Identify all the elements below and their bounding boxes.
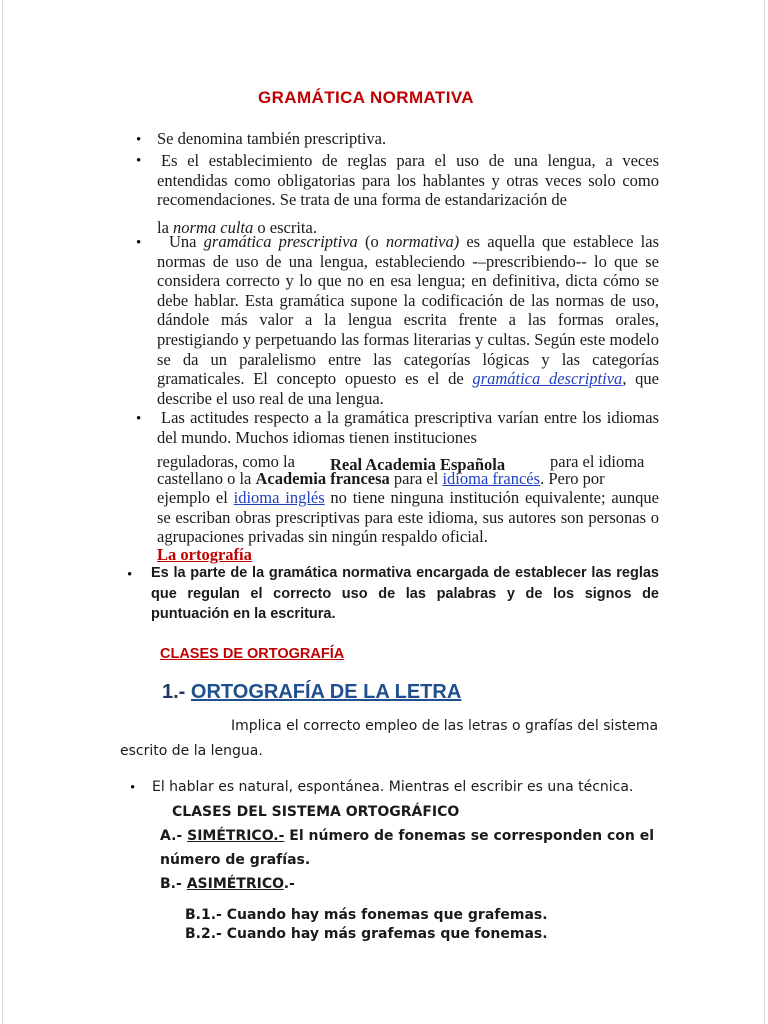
gramatica-descriptiva-link[interactable]: gramática descriptiva (472, 369, 623, 389)
list-item: Las actitudes respecto a la gramática prescriptiva varían entre los idiomas del mundo. Muchos idiomas tienen instituciones (157, 408, 659, 447)
bullet-dot: • (136, 153, 142, 169)
list-item-line: ejemplo el idioma inglés no tiene ninguna institución equivalente; aunque se escriban obras prescriptivas para este idioma, sus autores son personas o agrupaciones privadas sin ningún respaldo oficial. (157, 488, 660, 547)
page-left-edge (2, 0, 3, 1024)
asimetrico-subitem: B.2.- Cuando hay más grafemas que fonemas. (185, 926, 548, 942)
sistema-heading: CLASES DEL SISTEMA ORTOGRÁFICO (172, 804, 460, 820)
clases-heading: CLASES DE ORTOGRAFÍA (160, 646, 345, 662)
list-item-line: para el idioma (550, 452, 645, 471)
section-heading: 1.- ORTOGRAFÍA DE LA LETRA (162, 681, 462, 703)
list-item: Es el establecimiento de reglas para el uso de una lengua, a veces entendidas como obligatorias para los hablantes y otras veces solo como recomendaciones. Se trata de una forma de estandarización de (157, 151, 659, 210)
list-item-tail: la norma culta o escrita. (157, 218, 317, 237)
list-item: Es la parte de la gramática normativa encargada de establecer las reglas que regulan el correcto uso de las palabras y de los signos de puntuación en la escritura. (151, 565, 659, 622)
page-right-edge (764, 0, 765, 1024)
simetrico-line: número de grafías. (160, 852, 311, 868)
list-item-line: reguladoras, como la (157, 452, 295, 471)
simetrico-line: A.- SIMÉTRICO.- El número de fonemas se corresponden con el (160, 828, 655, 844)
rae-label: Real Academia Española (330, 455, 506, 474)
asimetrico-subitem: B.1.- Cuando hay más fonemas que grafemas. (185, 907, 548, 923)
list-item: El hablar es natural, espontánea. Mientras el escribir es una técnica. (152, 779, 634, 795)
list-item: Se denomina también prescriptiva. (157, 129, 387, 148)
bullet-dot: • (136, 235, 142, 251)
idioma-ingles-link[interactable]: idioma inglés (233, 488, 325, 507)
bullet-dot: • (136, 411, 142, 427)
ortografia-heading: La ortografía (157, 545, 252, 564)
asimetrico-line: B.- ASIMÉTRICO.- (160, 876, 295, 892)
bullet-dot: • (127, 567, 133, 583)
idioma-frances-link[interactable]: idioma francés (442, 469, 541, 488)
bullet-dot: • (130, 780, 136, 796)
list-item-line: castellano o la Academia francesa para el idioma francés. Pero por (157, 469, 605, 488)
page-title: GRAMÁTICA NORMATIVA (258, 88, 474, 107)
list-item: Una gramática prescriptiva (o normativa) es aquella que establece las normas de uso de una lengua, estableciendo -–prescribiendo-- lo que se considera correcto y lo que no en esa lengua; en definitiva, dicta cómo se debe hablar. Esta gramática supone la codificación de las normas de uso, dándole más valor a la lengua escrita frente a las formas orales, prestigiando y perpetuando las formas literarias y cultas. Según este modelo se da un paralelismo entre las categorías lógicas y las categorías gramaticales. El concepto opuesto es el de gramática descriptiva, que describe el uso real de una lengua. (157, 232, 659, 408)
section-paragraph: Implica el correcto empleo de las letras o grafías del sistema (231, 718, 659, 734)
bullet-dot: • (136, 132, 142, 148)
section-paragraph: escrito de la lengua. (120, 743, 263, 759)
